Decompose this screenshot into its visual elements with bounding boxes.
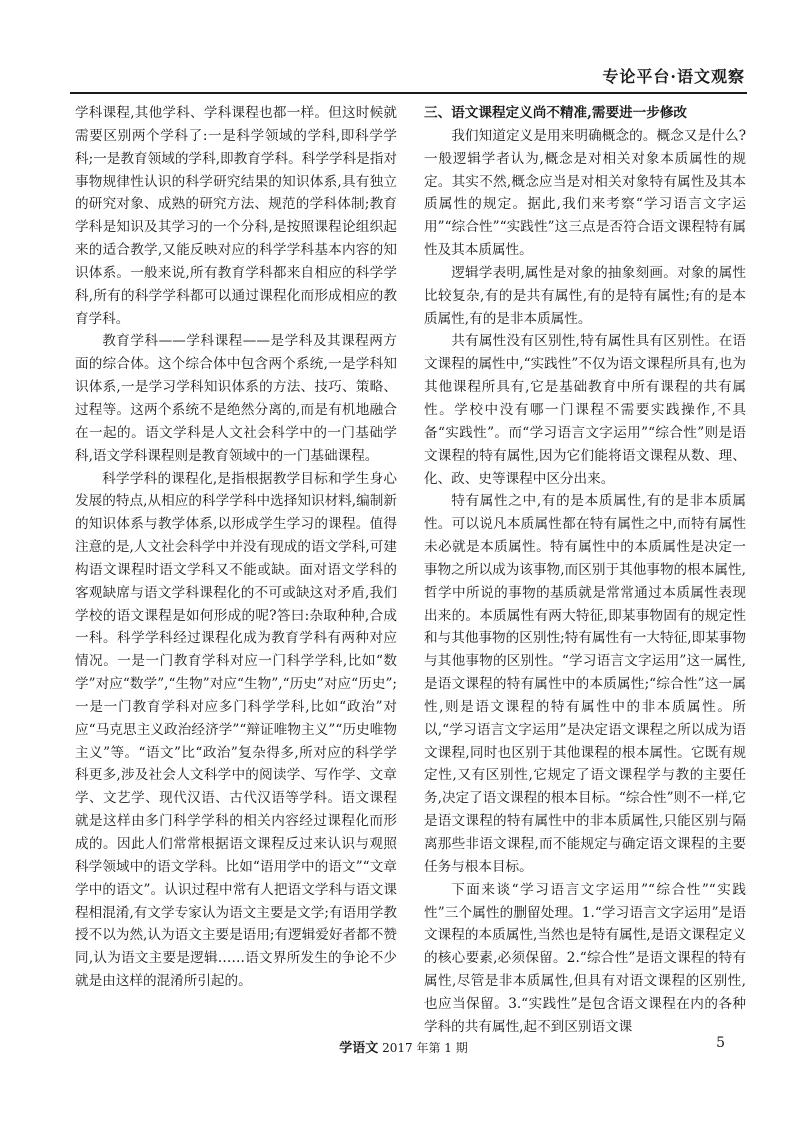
page-number: 5 <box>716 1035 725 1051</box>
paragraph: 学科课程,其他学科、学科课程也都一样。但这时候就需要区别两个学科了:一是科学领域的学科,即科学学科;一是教育领域的学科,即教育学科。科学学科是指对事物规律性认识的科学研究结果的知识体系,具有独立的研究对象、成熟的研究方法、规范的学科体制;教育学科是知识及其学习的一个分科,是按照课程论组织起来的适合教学,又能反映对应的科学学科基本内容的知识体系。一般来说,所有教育学科都来自相应的科学学科,所有的科学学科都可以通过课程化而形成相应的教育学科。 <box>75 105 397 327</box>
paragraph: 特有属性之中,有的是本质属性,有的是非本质属性。可以说凡本质属性都在特有属性之中,而特有属性未必就是本质属性。特有属性中的本质属性是决定一事物之所以成为该事物,而区别于其他事物的根本属性,哲学中所说的事物的基质就是常常通过本质属性表现出来的。本质属性有两大特征,即某事物固有的规定性和与其他事物的区别性;特有属性有一大特征,即某事物与其他事物的区别性。“学习语言文字运用”这一属性,是语文课程的特有属性中的本质属性;“综合性”这一属性,则是语文课程的特有属性中的非本质属性。所以,“学习语言文字运用”是决定语文课程之所以成为语文课程,同时也区别于其他课程的根本属性。它既有规定性,又有区别性,它规定了语文课程学与教的主要任务,决定了语文课程的根本目标。“综合性”则不一样,它是语文课程的特有属性中的非本质属性,只能区别与隔离那些非语文课程,而不能规定与确定语文课程的主要任务与根本目标。 <box>424 493 746 875</box>
page-footer <box>0 1035 807 1055</box>
journal-issue: 2017 年第 1 期 <box>382 1041 468 1055</box>
header-rule <box>70 92 747 94</box>
section-heading: 三、语文课程定义尚不精准,需要进一步修改 <box>424 105 688 121</box>
journal-name: 学语文 <box>339 1041 379 1056</box>
paragraph: 逻辑学表明,属性是对象的抽象刻画。对象的属性比较复杂,有的是共有属性,有的是特有属性;有的是本质属性,有的是非本质属性。 <box>424 264 746 327</box>
paragraph: 科学学科的课程化,是指根据教学目标和学生身心发展的特点,从相应的科学学科中选择知识材料,编制新的知识体系与教学体系,以形成学生学习的课程。值得注意的是,人文社会科学中并没有现成的语文学科,可建构语文课程时语文学科又不能或缺。面对语文学科的客观缺席与语文学科课程化的不可或缺这对矛盾,我们学校的语文课程是如何形成的呢?答曰:杂取种种,合成一科。科学学科经过课程化成为教育学科有两种对应情况。一是一门教育学科对应一门科学学科,比如“数学”对应“数学”,“生物”对应“生物”,“历史”对应“历史”;一是一门教育学科对应多门科学学科,比如“政治”对应“马克思主义政治经济学”“辩证唯物主义”“历史唯物主义”等。“语文”比“政治”复杂得多,所对应的科学学科更多,涉及社会人文科学中的阅读学、写作学、文章学、文艺学、现代汉语、古代汉语等学科。语文课程就是这样由多门科学学科的相关内容经过课程化而形成的。因此人们常常根据语文课程反过来认识与观照科学领域中的语文学科。比如“语用学中的语文”“文章学中的语文”。认识过程中常有人把语文学科与语文课程相混淆,有文学专家认为语文主要是文学;有语用学教授不以为然,认为语文主要是语用;有逻辑爱好者都不赞同,认为语文主要是逻辑……语文界所发生的争论不少就是由这样的混淆所引起的。 <box>75 470 397 990</box>
running-header <box>0 50 807 96</box>
paragraph: 下面来谈“学习语言文字运用”“综合性”“实践性”三个属性的删留处理。1.“学习语言文字运用”是语文课程的本质属性,当然也是特有属性,是语文课程定义的核心要素,必须保留。2.“综合性”是语文课程的特有属性,尽管是非本质属性,但具有对语文课程的区别性,也应当保留。3.“实践性”是包含语文课程在内的各种学科的共有属性,起不到区别语文课 <box>424 881 746 1035</box>
right-column <box>424 102 746 1039</box>
paragraph: 我们知道定义是用来明确概念的。概念又是什么?一般逻辑学者认为,概念是对相关对象本质属性的规定。其实不然,概念应当是对相关对象特有属性及其本质属性的规定。据此,我们来考察“学习语言文字运用”“综合性”“实践性”这三点是否符合语文课程特有属性及其本质属性。 <box>424 127 746 259</box>
footer-journal-info <box>0 1037 807 1056</box>
section-title: 专论平台·语文观察 <box>602 67 745 86</box>
paragraph: 教育学科——学科课程——是学科及其课程两方面的综合体。这个综合体中包含两个系统,一是学科知识体系,一是学习学科知识体系的方法、技巧、策略、过程等。这两个系统不是绝然分离的,而是有机地融合在一起的。语文学科是人文社会科学中的一门基础学科,语文学科课程则是教育领域中的一门基础课程。 <box>75 333 397 464</box>
paragraph: 共有属性没有区别性,特有属性具有区别性。在语文课程的属性中,“实践性”不仅为语文课程所具有,也为其他课程所具有,它是基础教育中所有课程的共有属性。学校中没有哪一门课程不需要实践操作,不具备“实践性”。而“学习语言文字运用”“综合性”则是语文课程的特有属性,因为它们能将语文课程从数、理、化、政、史等课程中区分出来。 <box>424 333 746 487</box>
left-column <box>75 102 397 993</box>
